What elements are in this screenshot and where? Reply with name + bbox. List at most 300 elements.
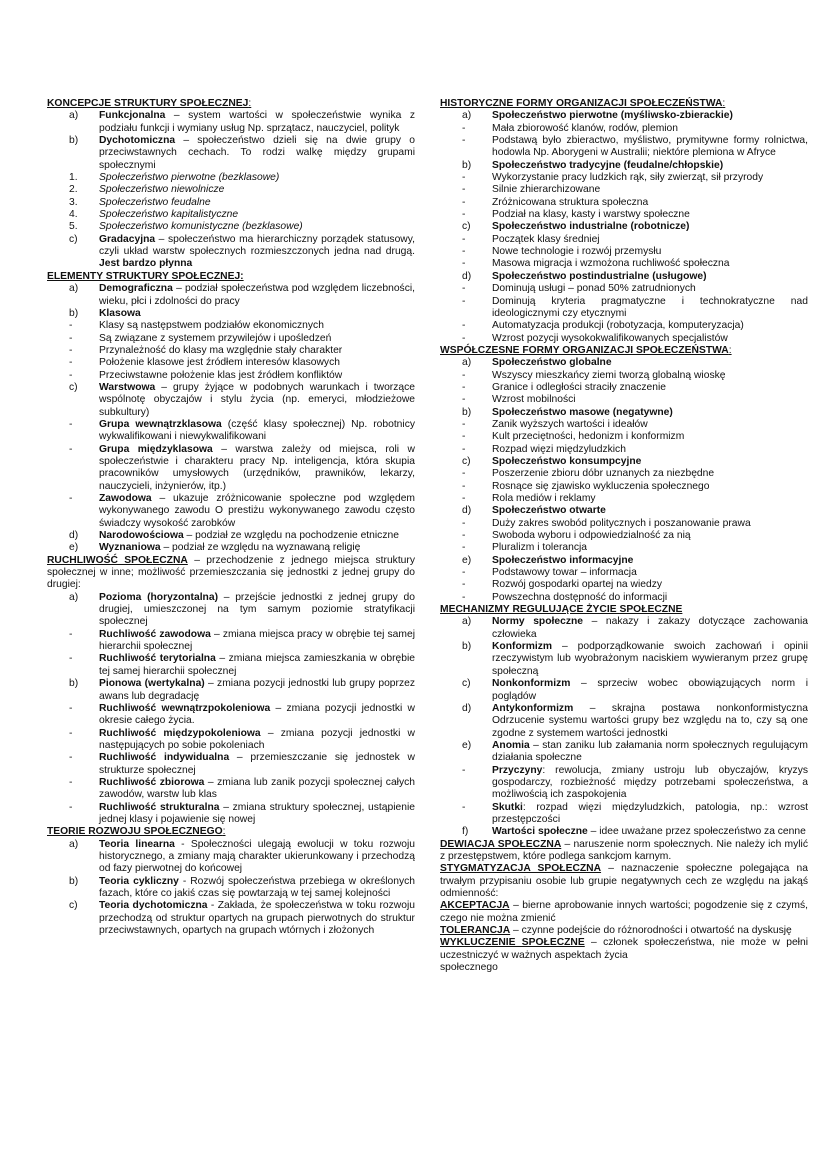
list-item xyxy=(47,357,415,369)
list-marker: 4. xyxy=(69,209,78,221)
list-item xyxy=(440,518,808,530)
item-text: – stan zaniku lub załamania norm społecznych regulującym działania społeczne xyxy=(492,739,808,764)
list-marker: - xyxy=(69,653,73,665)
list-item xyxy=(47,592,415,629)
list-marker: - xyxy=(462,369,466,381)
item-term: Społeczeństwo globalne xyxy=(492,357,612,369)
list-marker: - xyxy=(462,332,466,344)
section-heading-suffix: : xyxy=(248,98,252,109)
list-marker: - xyxy=(462,122,466,134)
item-text: : rewolucja, zmiany ustroju lub obyczajów, kryzys gospodarczy, rozbieżność między potrzebami społeczeństwa, a możliwością ich zaspokojenia xyxy=(492,764,808,801)
list-item xyxy=(47,542,415,554)
item-term: Antykonformizm xyxy=(492,702,574,714)
list-marker: c) xyxy=(462,455,471,467)
item-text: Wykorzystanie pracy ludzkich rąk, siły zwierząt, sił przyrody xyxy=(492,172,764,184)
list-item xyxy=(440,481,808,493)
list-marker: c) xyxy=(69,233,78,245)
item-term: Skutki xyxy=(492,801,523,813)
item-text: – skrajna postawa nonkonformistyczna Odrzucenie systemu wartości grupy bez względu na to, czy są one zgodne z systemem wartości jednostki xyxy=(492,702,808,739)
list-item xyxy=(440,209,808,221)
list-item xyxy=(440,160,808,172)
list-marker: - xyxy=(462,431,466,443)
definition-term: RUCHLIWOŚĆ SPOŁECZNA xyxy=(47,554,188,566)
list-item xyxy=(47,320,415,332)
item-term: Teoria cykliczny xyxy=(99,875,179,887)
list-marker: a) xyxy=(462,110,472,122)
definition-term: TOLERANCJA xyxy=(440,925,511,937)
list-item xyxy=(440,184,808,196)
list-marker: b) xyxy=(462,406,472,418)
list-marker: - xyxy=(69,443,73,455)
list-marker: - xyxy=(462,184,466,196)
item-term: Społeczeństwo pierwotne (myśliwsko-zbierackie) xyxy=(492,110,733,122)
list-item xyxy=(440,172,808,184)
list-item xyxy=(440,641,808,678)
list-item xyxy=(440,221,808,233)
item-term: Społeczeństwo tradycyjne (feudalne/chłopskie) xyxy=(492,159,724,171)
item-text: Są związane z systemem przywilejów i upośledzeń xyxy=(99,332,332,344)
item-term: Grupa wewnątrzklasowa xyxy=(99,418,222,430)
item-text: Nowe technologie i rozwój przemysłu xyxy=(492,246,662,258)
list-item xyxy=(440,802,808,827)
list-marker: c) xyxy=(69,381,78,393)
list-marker: d) xyxy=(69,530,79,542)
list-item xyxy=(47,382,415,419)
item-term: Ruchliwość zbiorowa xyxy=(99,776,205,788)
section-heading xyxy=(440,98,808,110)
item-text: Przynależność do klasy ma względnie stały charakter xyxy=(99,344,343,356)
list-item xyxy=(440,123,808,135)
item-text: Podstawą było zbieractwo, myślistwo, prymitywne formy rolnictwa, hodowla Np. Aborygeni w Australii; niektóre plemiona w Afryce xyxy=(492,135,808,159)
list-marker: - xyxy=(462,258,466,270)
list-marker: - xyxy=(69,628,73,640)
item-text: - Społeczności ulegają ewolucji w toku rozwoju historycznego, a zmiany mają charakter ukierunkowany i przechodzą od fazy pierwotnej do końcowej xyxy=(99,838,415,875)
list-item xyxy=(47,876,415,901)
item-text: Poszerzenie zbioru dóbr uznanych za niezbędne xyxy=(492,468,715,480)
item-text: Pluralizm i tolerancja xyxy=(492,542,587,554)
list-item xyxy=(47,653,415,678)
item-term: Grupa międzyklasowa xyxy=(99,443,213,455)
item-text: – nakazy i zakazy dotyczące zachowania człowieka xyxy=(492,616,808,640)
list-marker: b) xyxy=(462,159,472,171)
item-term: Normy społeczne xyxy=(492,616,583,628)
item-term: Wyznaniowa xyxy=(99,542,161,554)
list-marker: - xyxy=(462,418,466,430)
item-text: – idee uważane przez społeczeństwo za cenne xyxy=(587,826,806,838)
item-text: Wszyscy mieszkańcy ziemi tworzą globalną wioskę xyxy=(492,369,726,381)
list-item xyxy=(47,839,415,876)
item-text: Rozwój gospodarki opartej na wiedzy xyxy=(492,579,662,591)
list-marker: d) xyxy=(462,505,472,517)
item-term: Pionowa (wertykalna) xyxy=(99,678,205,690)
list-marker: b) xyxy=(69,135,79,147)
section-heading xyxy=(47,271,415,283)
list-item xyxy=(440,765,808,802)
item-text: Społeczeństwo feudalne xyxy=(99,196,211,208)
list-item xyxy=(440,678,808,703)
left-column xyxy=(47,98,415,937)
item-text: Społeczeństwo kapitalistyczne xyxy=(99,209,239,221)
item-text: Przeciwstawne położenie klas jest źródłem konfliktów xyxy=(99,369,343,381)
list-item xyxy=(440,296,808,321)
item-text: Granice i odległości straciły znaczenie xyxy=(492,381,666,393)
list-item xyxy=(440,493,808,505)
list-marker: - xyxy=(69,369,73,381)
list-marker: c) xyxy=(462,678,471,690)
definition-term: STYGMATYZACJA SPOŁECZNA xyxy=(440,863,602,875)
definition-paragraph xyxy=(47,555,415,592)
list-item xyxy=(440,456,808,468)
section-heading-suffix: : xyxy=(728,344,732,356)
list-item xyxy=(440,826,808,838)
list-item xyxy=(440,444,808,456)
list-marker: - xyxy=(462,542,466,554)
list-item xyxy=(47,802,415,827)
item-text: Społeczeństwo komunistyczne (bezklasowe) xyxy=(99,221,303,233)
item-text: Silnie zhierarchizowane xyxy=(492,184,601,196)
list-marker: - xyxy=(462,209,466,221)
list-item xyxy=(47,283,415,308)
section-heading xyxy=(47,98,415,110)
list-marker: e) xyxy=(462,554,472,566)
item-text: Kult przeciętności, hedonizm i konformizm xyxy=(492,431,685,443)
list-marker: 3. xyxy=(69,196,78,208)
item-text: Podział na klasy, kasty i warstwy społeczne xyxy=(492,209,690,221)
list-marker: - xyxy=(462,530,466,542)
list-marker: a) xyxy=(69,591,79,603)
item-text: – podział ze względu na wyznawaną religię xyxy=(160,542,361,554)
list-item xyxy=(440,110,808,122)
definition-paragraph xyxy=(440,900,808,925)
list-item xyxy=(47,493,415,530)
numbered-item xyxy=(47,184,415,196)
list-item xyxy=(47,530,415,542)
list-item xyxy=(440,579,808,591)
section-heading-title: MECHANIZMY REGULUJĄCE ŻYCIE SPOŁECZNE xyxy=(440,604,683,616)
list-item xyxy=(440,419,808,431)
list-marker: - xyxy=(69,493,73,504)
item-text: Mała zbiorowość klanów, rodów, plemion xyxy=(492,122,679,134)
list-item xyxy=(47,703,415,728)
list-marker: - xyxy=(69,801,73,813)
list-item xyxy=(440,616,808,641)
list-item xyxy=(440,592,808,604)
item-text: – sprzeciw wobec obowiązujących norm i poglądów xyxy=(492,678,808,702)
list-item xyxy=(440,468,808,480)
section-heading-title: ELEMENTY STRUKTURY SPOŁECZNEJ: xyxy=(47,270,244,282)
item-emphasis: Jest bardzo płynna xyxy=(99,258,193,270)
item-text: Wzrost pozycji wysokokwalifikowanych specjalistów xyxy=(492,332,728,344)
item-term: Demograficzna xyxy=(99,283,173,295)
list-marker: d) xyxy=(462,702,472,714)
item-text: – zmiana struktury społecznej, ustąpienie jednej klasy i pojawienie się nowej xyxy=(99,801,415,825)
list-marker: - xyxy=(462,381,466,393)
item-text: Zróżnicowana struktura społeczna xyxy=(492,196,649,208)
item-term: Teoria dychotomiczna xyxy=(99,900,208,912)
numbered-item xyxy=(47,172,415,184)
list-marker: - xyxy=(462,591,466,603)
item-term: Społeczeństwo industrialne (robotnicze) xyxy=(492,221,690,233)
list-item xyxy=(47,110,415,135)
item-text: – warstwa zależy od miejsca, roli w społeczeństwie i charakteru pracy Np. inteligencja, która skupia pracowników umysłowych (urzędników, prawników, lekarzy, nauczycieli, inżynierów, itp.) xyxy=(99,443,415,492)
list-marker: - xyxy=(462,579,466,591)
list-item xyxy=(440,320,808,332)
definition-text: – członek społeczeństwa, nie może w pełni uczestniczyć w ważnych aspektach życia xyxy=(440,937,808,961)
list-marker: 5. xyxy=(69,221,78,233)
item-term: Wartości społeczne xyxy=(492,826,588,838)
item-text: – społeczeństwo dzieli się na dwie grupy o przeciwstawnych cechach. To rodzi walkę między grupami społecznymi xyxy=(99,135,415,171)
list-item xyxy=(440,740,808,765)
item-text: Swoboda wyboru i odpowiedzialność za nią xyxy=(492,530,691,542)
list-marker: - xyxy=(462,172,466,184)
list-marker: a) xyxy=(69,838,79,850)
definition-term: DEWIACJA SPOŁECZNA xyxy=(440,838,562,850)
definition-text: – bierne aprobowanie innych wartości; pogodzenie się z czymś, czego nie można zmienić xyxy=(440,900,808,924)
list-item xyxy=(440,370,808,382)
list-item xyxy=(440,357,808,369)
list-marker: c) xyxy=(69,900,78,912)
item-term: Ruchliwość indywidualna xyxy=(99,752,230,764)
list-item xyxy=(440,197,808,209)
list-item xyxy=(440,703,808,740)
item-text: Rosnące się zjawisko wykluczenia społecznego xyxy=(492,480,710,492)
list-marker: 1. xyxy=(69,172,78,184)
item-text: – społeczeństwo ma hierarchiczny porządek statusowy, czyli układ warstw społecznych rozmieszczonych jedna nad drugą. xyxy=(99,233,415,258)
item-text: Powszechna dostępność do informacji xyxy=(492,591,668,603)
list-item xyxy=(440,135,808,160)
numbered-item xyxy=(47,221,415,233)
list-marker: - xyxy=(69,418,73,430)
list-item xyxy=(47,900,415,937)
item-text: : rozpad więzi międzyludzkich, patologia, np.: wzrost przestępczości xyxy=(492,801,808,825)
list-item xyxy=(47,444,415,493)
item-text: Społeczeństwo niewolnicze xyxy=(99,184,225,196)
item-term: Klasowa xyxy=(99,307,141,319)
list-item xyxy=(440,258,808,270)
item-text: – podział ze względu na pochodzenie etniczne xyxy=(183,530,399,542)
list-marker: a) xyxy=(69,283,79,295)
list-marker: b) xyxy=(69,307,79,319)
list-marker: - xyxy=(462,493,466,504)
item-term: Konformizm xyxy=(492,641,553,653)
item-term: Warstwowa xyxy=(99,381,156,393)
list-item xyxy=(440,283,808,295)
item-text: Podstawowy towar – informacja xyxy=(492,567,637,579)
item-text: – zmiana pozycji jednostki w następujących po sobie pokoleniach xyxy=(99,727,415,751)
item-term: Narodowościowa xyxy=(99,530,184,542)
list-item xyxy=(440,407,808,419)
item-text: – grupy żyjące w podobnych warunkach i tworzące wspólnotę obyczajów i stylu życia (np. emeryci, młodzieżowe subkultury) xyxy=(99,381,415,418)
item-term: Anomia xyxy=(492,739,530,751)
item-text: – system wartości w społeczeństwie wynika z podziału funkcji i wymiany usług Np. sprzątacz, nauczyciel, polityk xyxy=(99,110,415,134)
definition-term: WYKLUCZENIE SPOŁECZNE xyxy=(440,937,585,949)
list-marker: - xyxy=(69,727,73,739)
list-item xyxy=(440,431,808,443)
list-marker: - xyxy=(462,567,466,579)
item-term: Społeczeństwo informacyjne xyxy=(492,554,634,566)
list-marker: a) xyxy=(69,110,79,122)
item-text: Duży zakres swobód politycznych i poszanowanie prawa xyxy=(492,517,751,529)
list-item xyxy=(47,308,415,320)
item-term: Ruchliwość wewnątrzpokoleniowa xyxy=(99,702,271,714)
item-text: Automatyzacja produkcji (robotyzacja, komputeryzacja) xyxy=(492,320,744,332)
list-marker: - xyxy=(462,517,466,529)
list-marker: e) xyxy=(69,542,79,554)
list-marker: - xyxy=(462,320,466,332)
list-item xyxy=(440,530,808,542)
list-item xyxy=(47,752,415,777)
list-item xyxy=(440,234,808,246)
item-term: Pozioma (horyzontalna) xyxy=(99,591,219,603)
item-term: Ruchliwość zawodowa xyxy=(99,628,211,640)
list-marker: - xyxy=(462,468,466,480)
list-marker: - xyxy=(69,357,73,369)
list-item xyxy=(47,728,415,753)
item-term: Przyczyny xyxy=(492,764,543,776)
item-text: – ukazuje zróżnicowanie społeczne pod względem wykonywanego zawodu O prestiżu wykonywanego zawodu często świadczy wysokość zarobków xyxy=(99,493,415,529)
item-text: Społeczeństwo pierwotne (bezklasowe) xyxy=(99,172,280,184)
list-item xyxy=(47,234,415,271)
item-text: – zmiana miejsca pracy w obrębie tej samej hierarchii społecznej xyxy=(99,628,415,653)
item-term: Społeczeństwo otwarte xyxy=(492,505,606,517)
list-marker: c) xyxy=(462,221,471,233)
list-marker: - xyxy=(69,702,73,714)
item-term: Dychotomiczna xyxy=(99,135,176,147)
section-heading xyxy=(440,345,808,357)
list-marker: - xyxy=(462,196,466,208)
definition-text: – naruszenie norm społecznych. Nie należy ich mylić z przestępstwem, które podlega sankcjom karnym. xyxy=(440,838,808,862)
list-marker: - xyxy=(462,233,466,245)
list-item xyxy=(440,382,808,394)
item-term: Funkcjonalna xyxy=(99,110,166,122)
item-text: – zmiana pozycji jednostki lub grupy poprzez awans lub degradację xyxy=(99,678,415,702)
list-marker: b) xyxy=(69,875,79,887)
section-heading xyxy=(47,826,415,838)
list-item xyxy=(47,678,415,703)
item-text: – zmiana pozycji jednostki w okresie całego życia. xyxy=(99,702,415,727)
item-term: Zawodowa xyxy=(99,493,152,504)
item-term: Gradacyjna xyxy=(99,233,156,245)
item-text: – podporządkowanie swoich zachowań i opinii rzeczywistym lub wyobrażonym naciskiem wywieranym przez grupę społeczną xyxy=(492,641,808,677)
list-marker: f) xyxy=(462,826,469,838)
definition-text: – naznaczenie społeczne polegająca na trwałym przypisaniu osobie lub grupie negatywnych cech ze względu na jakąś odmienność: xyxy=(440,863,808,899)
item-text: – podział społeczeństwa pod względem liczebności, wieku, płci i zdolności do pracy xyxy=(99,283,415,307)
list-marker: b) xyxy=(69,678,79,690)
definition-text: – przechodzenie z jednego miejsca struktury społecznej w inne; możliwość przemieszczania się jednostki z jednej grupy do drugiej: xyxy=(47,554,415,591)
paragraph-text: społecznego xyxy=(440,962,498,974)
list-item xyxy=(47,777,415,802)
definition-paragraph xyxy=(440,937,808,962)
item-term: Społeczeństwo konsumpcyjne xyxy=(492,455,642,467)
section-heading-title: WSPÓŁCZESNE FORMY ORGANIZACJI SPOŁECZEŃSTWA xyxy=(440,344,729,356)
list-marker: - xyxy=(462,246,466,258)
section-heading-title: TEORIE ROZWOJU SPOŁECZNEGO xyxy=(47,826,223,838)
list-marker: - xyxy=(462,295,466,307)
item-text: Klasy są następstwem podziałów ekonomicznych xyxy=(99,320,324,332)
list-item xyxy=(440,567,808,579)
list-marker: e) xyxy=(462,739,472,751)
item-text: Rozpad więzi międzyludzkich xyxy=(492,443,626,455)
list-item xyxy=(47,135,415,172)
item-text: - Rozwój społeczeństwa przebiega w określonych fazach, które co jakiś czas się powtarzają w tej samej kolejności xyxy=(99,875,415,899)
list-marker: - xyxy=(69,320,73,332)
list-marker: - xyxy=(462,764,466,776)
item-term: Teoria linearna xyxy=(99,838,175,850)
list-item xyxy=(440,542,808,554)
list-marker: d) xyxy=(462,270,472,282)
list-item xyxy=(440,333,808,345)
list-marker: - xyxy=(462,394,466,406)
item-term: Społeczeństwo masowe (negatywne) xyxy=(492,406,673,418)
item-text: Położenie klasowe jest źródłem interesów klasowych xyxy=(99,357,340,369)
list-marker: - xyxy=(69,344,73,356)
item-text: Zanik wyższych wartości i ideałów xyxy=(492,418,648,430)
section-heading-suffix: : xyxy=(722,98,726,109)
list-marker: - xyxy=(69,776,73,788)
list-marker: - xyxy=(462,480,466,492)
list-item xyxy=(47,629,415,654)
section-heading-title: HISTORYCZNE FORMY ORGANIZACJI SPOŁECZEŃSTWA xyxy=(440,98,723,109)
item-text: Dominują kryteria pragmatyczne i technokratyczne nad ideologicznymi czy etycznymi xyxy=(492,295,808,319)
item-text: Wzrost mobilności xyxy=(492,394,576,406)
list-marker: - xyxy=(462,801,466,813)
list-item xyxy=(440,394,808,406)
list-item xyxy=(440,505,808,517)
list-marker: 2. xyxy=(69,184,78,196)
list-marker: a) xyxy=(462,616,472,628)
item-term: Nonkonformizm xyxy=(492,678,571,690)
item-term: Ruchliwość międzypokoleniowa xyxy=(99,727,261,739)
section-heading xyxy=(440,604,808,616)
item-text: – zmiana lub zanik pozycji społecznej całych zawodów, warstw lub klas xyxy=(99,776,415,801)
numbered-item xyxy=(47,197,415,209)
definition-term: AKCEPTACJA xyxy=(440,900,510,912)
list-item xyxy=(440,271,808,283)
item-text: – przejście jednostki z jednej grupy do drugiej, umieszczonej na tym samym poziomie stratyfikacji społecznej xyxy=(99,591,415,628)
item-text: (część klasy społecznej) Np. robotnicy wykwalifikowani i niewykwalifikowani xyxy=(99,418,415,443)
item-term: Ruchliwość strukturalna xyxy=(99,801,220,813)
definition-paragraph xyxy=(440,863,808,900)
definition-text: – czynne podejście do różnorodności i otwartość na dyskusję xyxy=(510,925,792,937)
list-item xyxy=(440,246,808,258)
list-marker: - xyxy=(462,283,466,295)
section-heading-suffix: : xyxy=(222,826,226,838)
list-marker: a) xyxy=(462,357,472,369)
right-column xyxy=(440,98,808,974)
list-item xyxy=(47,370,415,382)
list-marker: - xyxy=(462,135,466,147)
item-term: Ruchliwość terytorialna xyxy=(99,653,216,665)
list-marker: - xyxy=(462,443,466,455)
definition-paragraph xyxy=(440,839,808,864)
numbered-item xyxy=(47,209,415,221)
list-marker: - xyxy=(69,332,73,344)
item-text: Początek klasy średniej xyxy=(492,233,600,245)
list-item xyxy=(47,345,415,357)
item-text: - Zakłada, że społeczeństwa w toku rozwoju przechodzą od struktur opartych na grupach pierwotnych do struktur przeciwstawnych, opartych na grupach wtórnych i złożonych xyxy=(99,900,415,937)
item-text: Rola mediów i reklamy xyxy=(492,493,596,504)
section-heading-title: KONCEPCJE STRUKTURY SPOŁECZNEJ xyxy=(47,98,249,109)
definition-paragraph xyxy=(440,925,808,937)
item-text: – przemieszczanie się jednostek w strukturze społecznej xyxy=(99,752,415,776)
item-text: – zmiana miejsca zamieszkania w obrębie tej samej hierarchii społecznej xyxy=(99,653,415,677)
item-text: Masowa migracja i wzmożona ruchliwość społeczna xyxy=(492,258,730,270)
list-marker: - xyxy=(69,752,73,764)
item-text: Dominują usługi – ponad 50% zatrudnionych xyxy=(492,283,696,295)
list-item xyxy=(47,419,415,444)
list-item xyxy=(440,555,808,567)
item-term: Społeczeństwo postindustrialne (usługowe) xyxy=(492,270,707,282)
